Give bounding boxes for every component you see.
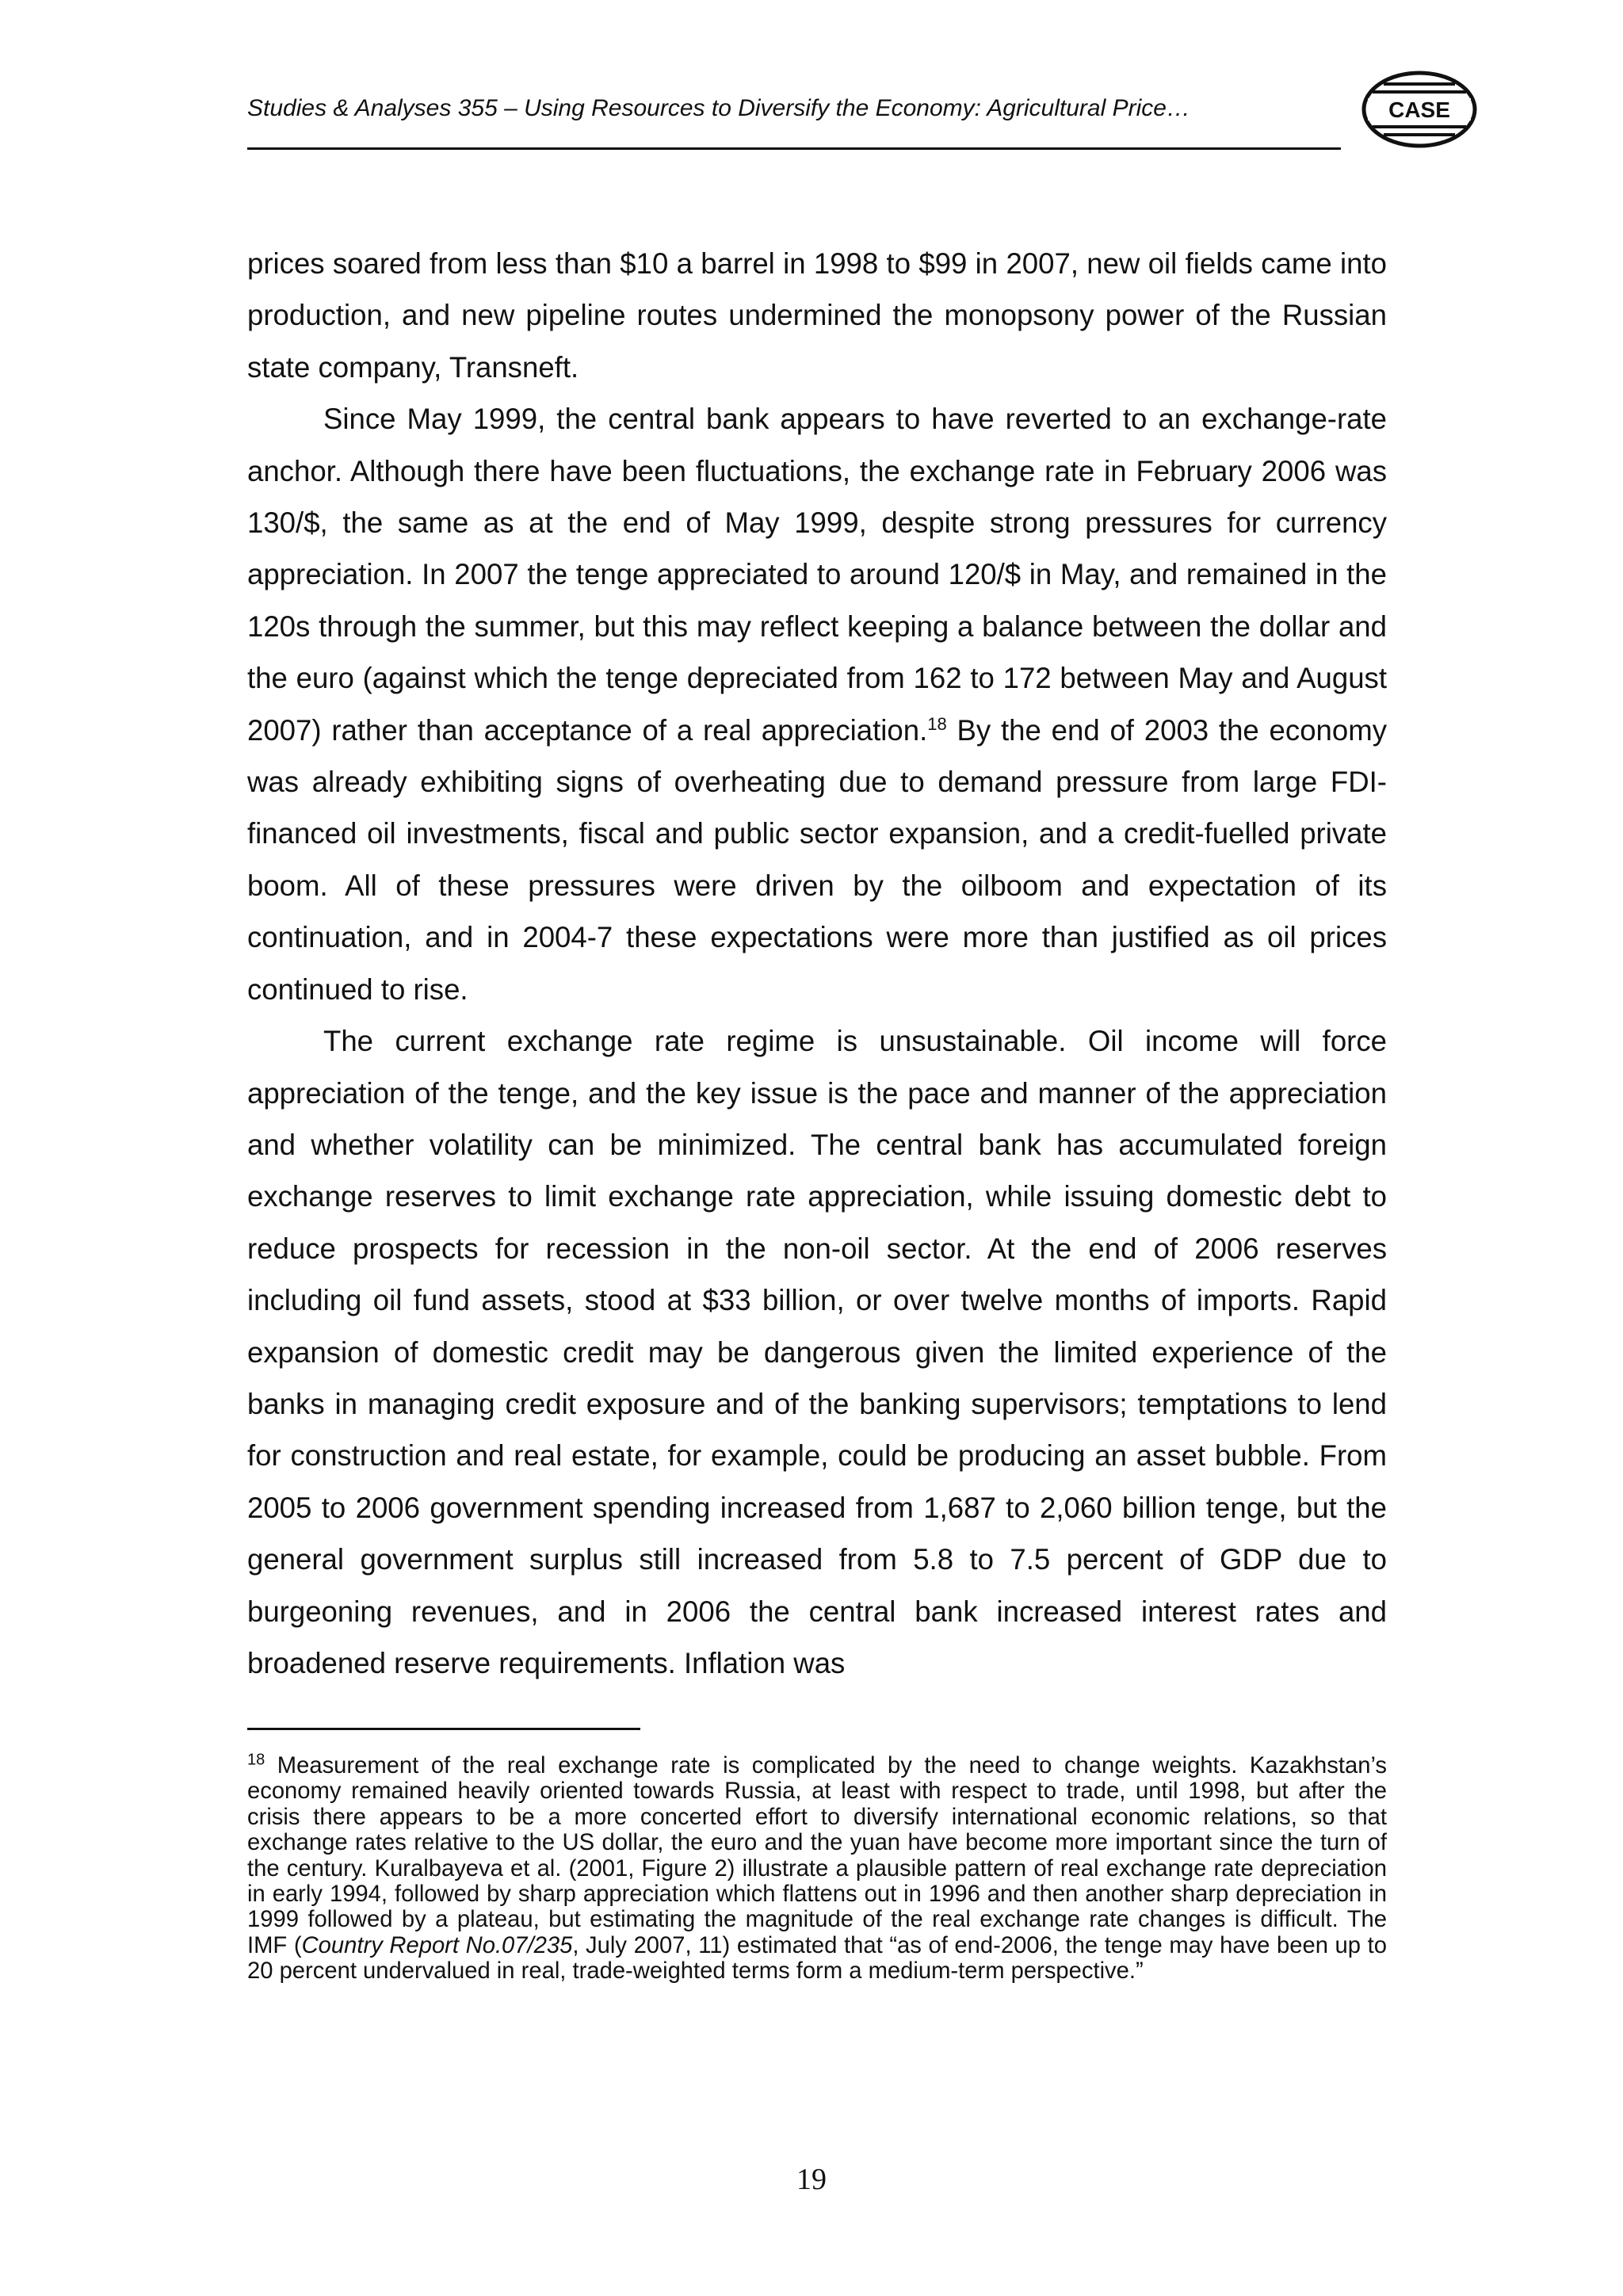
footnote-number: 18	[247, 1751, 265, 1769]
running-title: Studies & Analyses 355 – Using Resources to Diversify the Economy: Agricultural Price…	[247, 95, 1190, 121]
paragraph-2-part-a: Since May 1999, the central bank appears to have reverted to an exchange-rate anchor. Although there have been fluctuations, the exchange rate in February 2006 was 130/$, the same as at the end of May 1999, despite strong pressures for currency appreciation. In 2007 the tenge appreciated to around 120/$ in May, and remained in the 120s through the summer, but this may reflect keeping a balance between the dollar and the euro (against which the tenge depreciated from 162 to 172 between May and August 2007) rather than acceptance of a real appreciation.	[247, 403, 1387, 747]
footnote-text-a: Measurement of the real exchange rate is complicated by the need to change weights. Kazakhstan’s economy remained heavily oriented towards Russia, at least with respect to trade, until 1998, but after the crisis there appears to be a more concerted effort to diversify international economic relations, so that exchange rates relative to the US dollar, the euro and the yuan have become more important since the turn of the century. Kuralbayeva et al. (2001, Figure 2) illustrate a plausible pattern of real exchange rate depreciation in early 1994, followed by sharp appreciation which flattens out in 1996 and then another sharp depreciation in 1999 followed by a plateau, but estimating the magnitude of the real exchange rate changes is difficult. The IMF (	[247, 1753, 1387, 1958]
paragraph-2	[247, 393, 1387, 1015]
footnote-citation-title: Country Report No.07/235	[301, 1932, 573, 1958]
footnote-separator	[247, 1728, 640, 1730]
paragraph-2-part-b: By the end of 2003 the economy was already exhibiting signs of overheating due to demand pressure from large FDI-financed oil investments, fiscal and public sector expansion, and a credit-fuelled private boom. All of these pressures were driven by the oilboom and expectation of its continuation, and in 2004-7 these expectations were more than justified as oil prices continued to rise.	[247, 713, 1387, 1006]
paragraph-3: The current exchange rate regime is unsustainable. Oil income will force appreciation of the tenge, and the key issue is the pace and manner of the appreciation and whether volatility can be minimized. The central bank has accumulated foreign exchange reserves to limit exchange rate appreciation, while issuing domestic debt to reduce prospects for recession in the non-oil sector. At the end of 2006 reserves including oil fund assets, stood at $33 billion, or over twelve months of imports. Rapid expansion of domestic credit may be dangerous given the limited experience of the banks in managing credit exposure and of the banking supervisors; temptations to lend for construction and real estate, for example, could be producing an asset bubble. From 2005 to 2006 government spending increased from 1,687 to 2,060 billion tenge, but the general government surplus still increased from 5.8 to 7.5 percent of GDP due to burgeoning revenues, and in 2006 the central bank increased interest rates and broadened reserve requirements. Inflation was	[247, 1025, 1387, 1679]
footnote-text-b: , July 2007, 11) estimated that “as of end-2006, the tenge may have been up to 20 percent undervalued in real, trade-weighted terms form a medium-term perspective.”	[247, 1932, 1387, 1985]
paragraph-1: prices soared from less than $10 a barrel in 1998 to $99 in 2007, new oil fields came into production, and new pipeline routes undermined the monopsony power of the Russian state company, Transneft.	[247, 247, 1387, 384]
page-number: 19	[796, 2163, 827, 2196]
main-text	[247, 238, 1387, 1689]
footnote-18	[247, 1753, 1387, 1985]
case-logo-text: CASE	[1388, 97, 1450, 122]
case-logo	[1361, 70, 1477, 149]
footnote-ref-18[interactable]: 18	[927, 713, 947, 734]
running-header	[247, 89, 1341, 150]
